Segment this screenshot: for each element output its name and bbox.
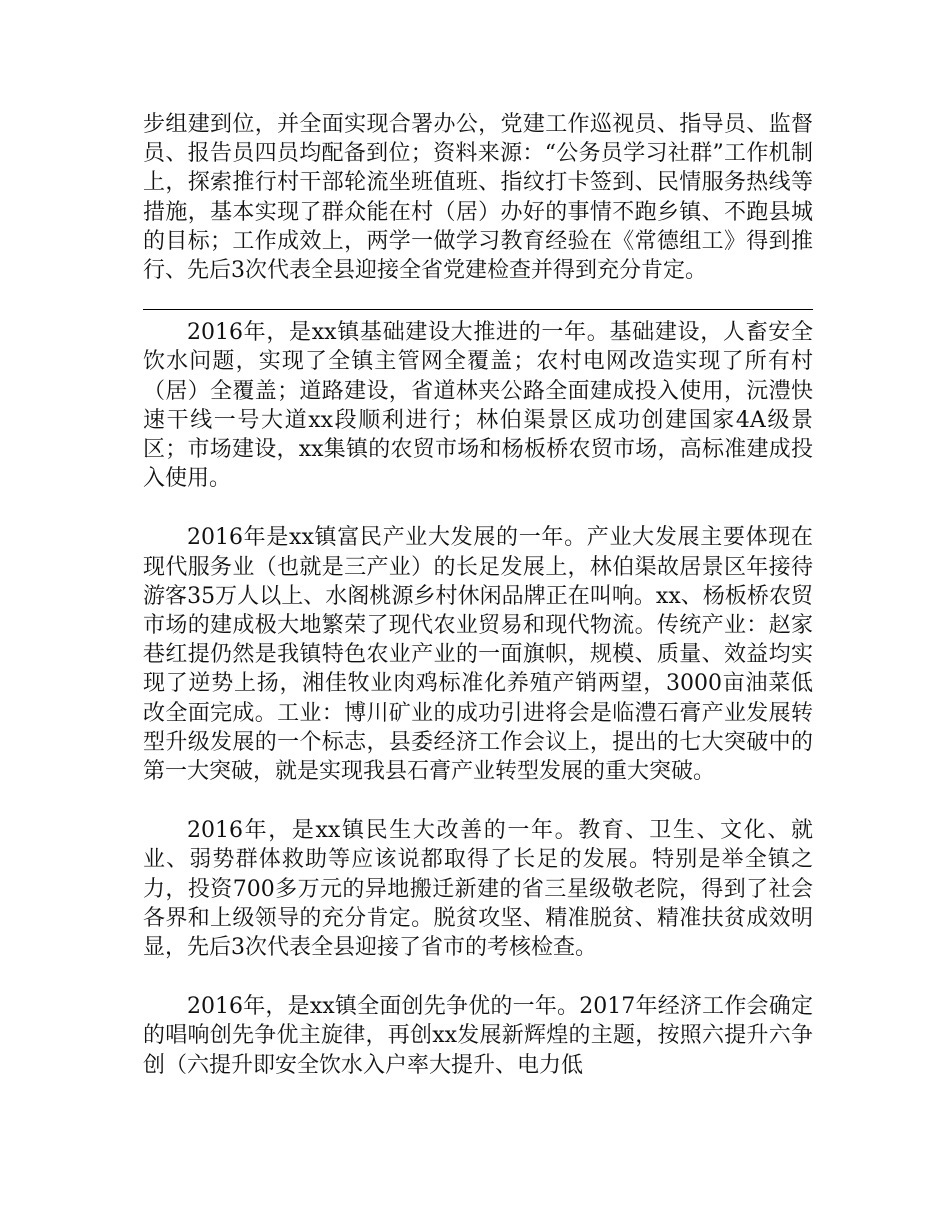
document-page [143,110,813,1080]
paragraph-livelihood: 2016年，是xx镇民生大改善的一年。教育、卫生、文化、就业、弱势群体救助等应该说都取得了长足的发展。特别是举全镇之力，投资700多万元的异地搬迁新建的省三星级敬老院，得到了社会各界和上级领导的充分肯定。脱贫攻坚、精准脱贫、精准扶贫成效明显，先后3次代表全县迎接了省市的考核检查。 [143,818,813,961]
paragraph-infrastructure: 2016年，是xx镇基础建设大推进的一年。基础建设，人畜安全饮水问题，实现了全镇主管网全覆盖；农村电网改造实现了所有村（居）全覆盖；道路建设，省道林夹公路全面建成投入使用，沅澧快速干线一号大道xx段顺利进行；林伯渠景区成功创建国家4A级景区；市场建设，xx集镇的农贸市场和杨板桥农贸市场，高标准建成投入使用。 [143,320,813,492]
paragraph-party-building: 步组建到位，并全面实现合署办公，党建工作巡视员、指导员、监督员、报告员四员均配备到位；资料来源：“公务员学习社群”工作机制上，探索推行村干部轮流坐班值班、指纹打卡签到、民情服务热线等措施，基本实现了群众能在村（居）办好的事情不跑乡镇、不跑县城的目标；工作成效上，两学一做学习教育经验在《常德组工》得到推行、先后3次代表全县迎接全省党建检查并得到充分肯定。 [143,112,813,284]
paragraph-spacer [143,786,813,816]
paragraph-spacer [143,962,813,992]
paragraph-industry: 2016年是xx镇富民产业大发展的一年。产业大发展主要体现在现代服务业（也就是三产业）的长足发展上，林伯渠故居景区年接待游客35万人以上、水阁桃源乡村休闲品牌正在叫响。xx、杨板桥农贸市场的建成极大地繁荣了现代农业贸易和现代物流。传统产业：赵家巷红提仍然是我镇特色农业产业的一面旗帜，规模、质量、效益均实现了逆势上扬，湘佳牧业肉鸡标准化养殖产销两望，3000亩油菜低改全面完成。工业：博川矿业的成功引进将会是临澧石膏产业发展转型升级发展的一个标志，县委经济工作会议上，提出的七大突破中的第一大突破，就是实现我县石膏产业转型发展的重大突破。 [143,525,813,785]
horizontal-rule [143,309,813,310]
paragraph-spacer [143,493,813,523]
paragraph-excellence: 2016年，是xx镇全面创先争优的一年。2017年经济工作会确定的唱响创先争优主旋律，再创xx发展新辉煌的主题，按照六提升六争创（六提升即安全饮水入户率大提升、电力低 [143,994,813,1078]
